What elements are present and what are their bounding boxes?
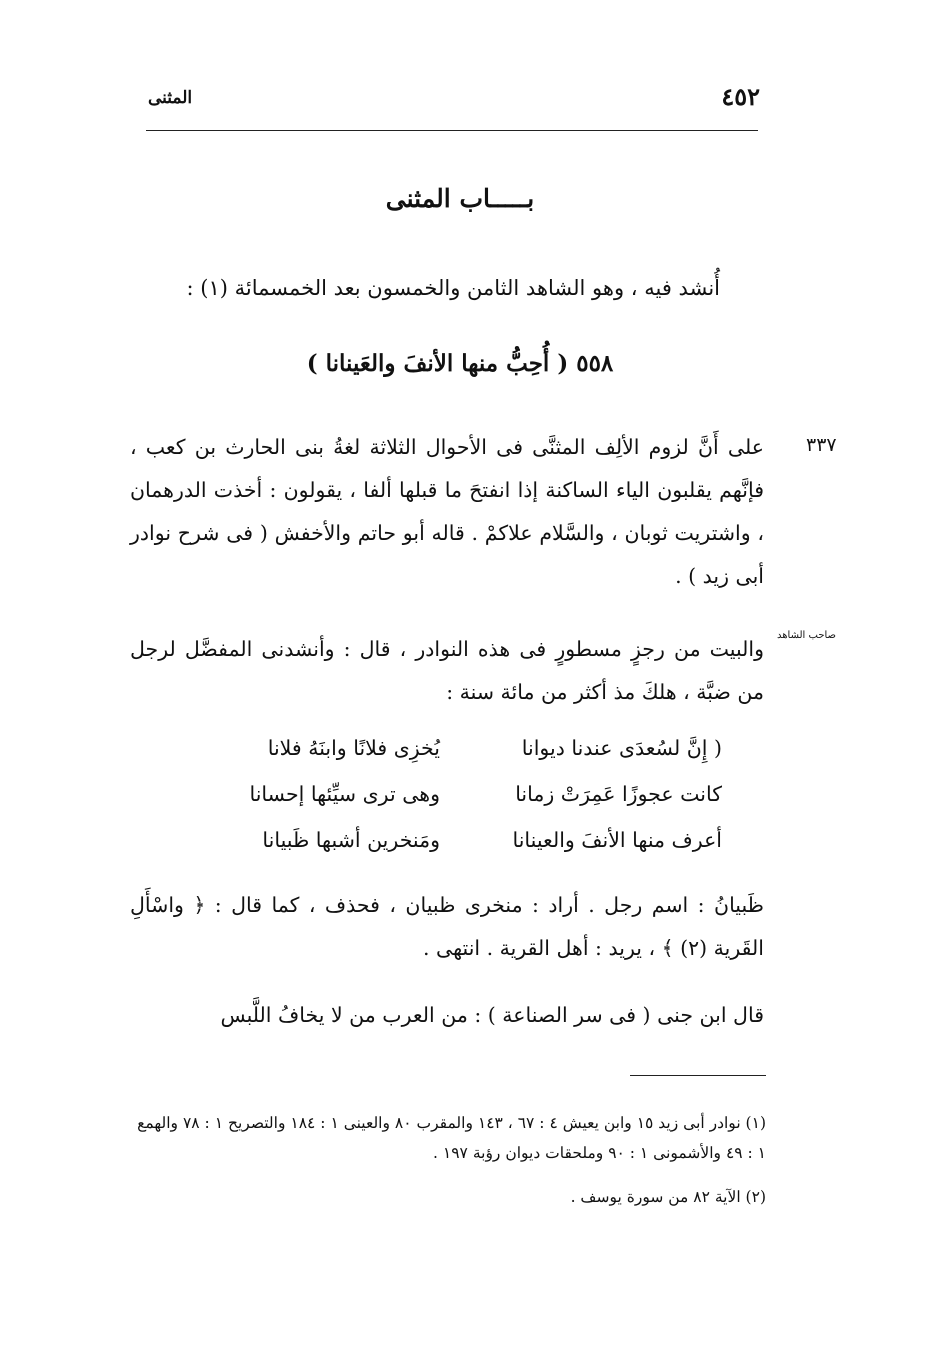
paragraph-4: قال ابن جنى ( فى سر الصناعة ) : من العرب من لا يخافُ اللَّبس	[220, 1003, 764, 1027]
margin-note: صاحب الشاهد	[777, 630, 837, 641]
verse-1-second-hemistich: يُخزِى فلانًا وابنَهُ فلانا	[267, 736, 440, 760]
intro-line: أُنشد فيه ، وهو الشاهد الثامن والخمسون بعد الخمسمائة (١) :	[186, 276, 720, 300]
verse-2-first-hemistich: كانت عجوزًا عَمِرَتْ زمانا	[515, 782, 722, 806]
footnote-1: (١) نوادر أبى زيد ١٥ وابن يعيش ٤ : ٦٧ ، ١٤٣ والمقرب ٨٠ والعينى ١ : ١٨٤ والتصريح ١ : ٧٨ والهمع ١ : ٤٩ والأشمونى ١ : ٩٠ وملحقات ديوان رؤبة ١٩٧ .	[137, 1114, 766, 1162]
verse-3-second-hemistich: ومَنخرين أشبها ظَبيانا	[262, 828, 440, 852]
running-title: المثنى	[148, 88, 193, 108]
chapter-title: بـــــاب المثنى	[385, 184, 535, 213]
verse-3-first-hemistich: أعرف منها الأنفَ والعينانا	[512, 828, 722, 852]
footnote-2: (٢) الآية ٨٢ من سورة يوسف .	[570, 1188, 766, 1206]
verse-2-second-hemistich: وهى ترى سيِّئها إحسانا	[249, 782, 440, 806]
verse-line-1	[190, 736, 722, 780]
page-header	[148, 82, 760, 126]
paragraph-3: ظَبيانُ : اسم رجل . أراد : منخرى ظبيان ، فحذف ، كما قال : ﴿ واسْأَلِ القَرية (٢) ﴾ ، يريد : أهل القرية . انتهى .	[130, 893, 764, 960]
paragraph-1: على أَنَّ لزوم الألِف المثنَّى فى الأحوال الثلاثة لغةُ بنى الحارث بن كعب ، فإنَّهم يقلبون الياء الساكنة إذا انفتحَ ما قبلها ألفا ، يقولون : أخذت الدرهمان ، واشتريت ثوبان ، والسَّلام علاكمْ . قاله أبو حاتم والأخفش ( فى شرح نوادر أبى زيد ) .	[130, 435, 764, 588]
page-number: ٤٥٢	[721, 82, 760, 111]
header-rule	[146, 130, 758, 131]
paragraph-2: والبيت من رجزٍ مسطورٍ فى هذه النوادر ، قال : وأنشدنى المفضَّل لرجل من ضبَّة ، هلكَ مذ أكثر من مائة سنة :	[130, 637, 764, 704]
verse-line-2	[190, 782, 722, 826]
footnote-rule	[630, 1075, 766, 1076]
verse-line-3	[190, 828, 722, 872]
verse-1-first-hemistich: ( إِنَّ لسُعدَى عندنا ديوانا	[521, 736, 722, 760]
shahid-heading: ٥٥٨ ( أُحِبُّ منها الأنفَ والعَينانا )	[306, 350, 614, 377]
margin-number: ٣٣٧	[806, 434, 837, 456]
